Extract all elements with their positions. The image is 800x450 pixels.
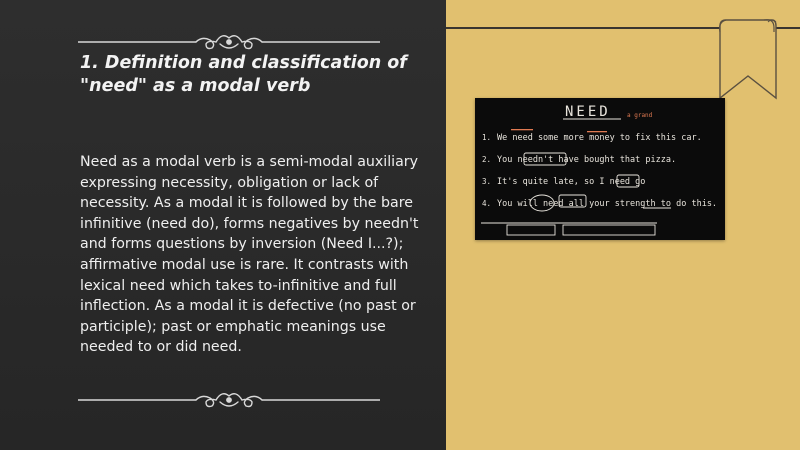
blackboard-line-number: 1. bbox=[482, 133, 492, 142]
blackboard-line: You needn't have bought that pizza. bbox=[497, 155, 677, 165]
blackboard-line: You will need all your strength to do this. bbox=[497, 199, 718, 209]
slide-title: 1. Definition and classification of "need" as a modal verb bbox=[80, 53, 407, 96]
ribbon-bookmark-icon bbox=[716, 18, 778, 100]
blackboard-line: We need some more money to fix this car. bbox=[497, 133, 702, 143]
blackboard-line-number: 2. bbox=[482, 155, 492, 164]
blackboard-line-number: 4. bbox=[482, 199, 492, 208]
ornamental-divider-icon bbox=[78, 388, 380, 412]
ornamental-divider-icon bbox=[78, 30, 380, 54]
blackboard-line: It's quite late, so I need go bbox=[497, 177, 646, 187]
blackboard-image bbox=[475, 98, 725, 240]
blackboard-line-number: 3. bbox=[482, 177, 492, 186]
body-text: Need as a modal verb is a semi-modal auxiliary expressing necessity, obligation or lack of necessity. As a modal it is followed by the bare infinitive (need do), forms negatives by needn't and forms questions by inversion (Need I...?); affirmative modal use is rare. It contrasts with lexical need which takes to-infinitive and full inflection. As a modal it is defective (no past or participle); past or emphatic meanings use needed to or did need. bbox=[80, 154, 419, 356]
blackboard-heading: NEED bbox=[565, 104, 611, 120]
blackboard-note: a grand bbox=[627, 112, 653, 119]
